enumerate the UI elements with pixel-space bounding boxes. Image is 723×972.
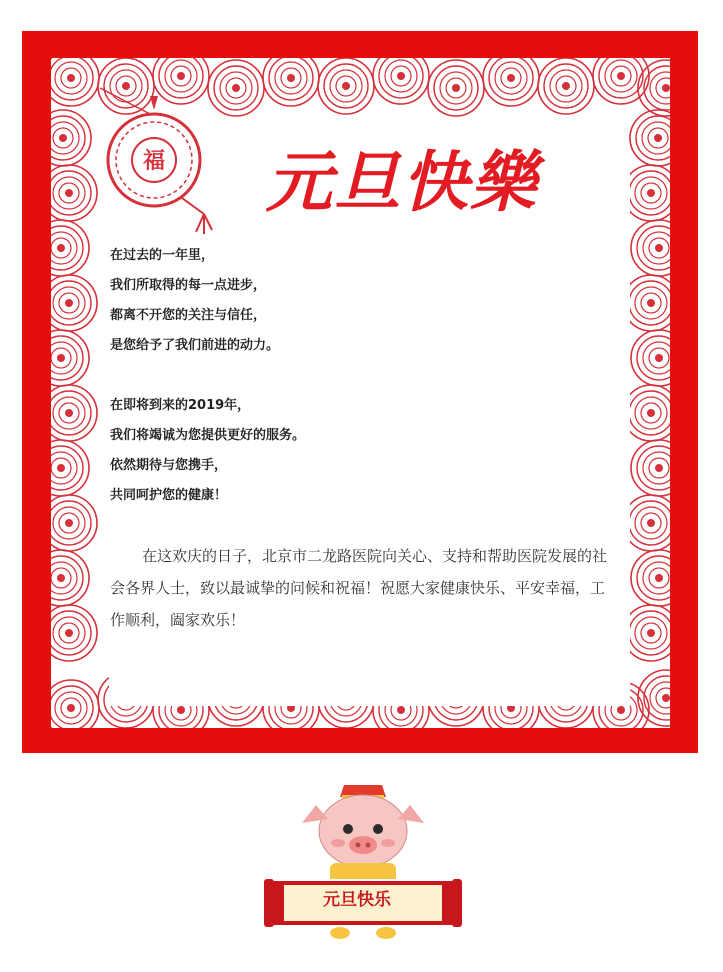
poem-line: 在过去的一年里， (110, 248, 215, 263)
pig-mascot (258, 783, 468, 947)
poem-line: 依然期待与您携手， (110, 458, 228, 473)
fu-lantern-icon (92, 86, 222, 236)
page-title: 元旦快樂 (266, 143, 538, 221)
poem-line: 在即将到来的2019年， (110, 398, 251, 413)
fu-lantern-ornament (92, 86, 222, 240)
poem-line: 都离不开您的关注与信任， (110, 308, 267, 323)
pig-mascot-icon (258, 783, 468, 943)
poem-block-2 (110, 391, 305, 511)
poem-line: 共同呵护您的健康！ (110, 488, 228, 503)
greeting-paragraph (110, 540, 615, 636)
poem-line: 是您给予了我们前进的动力。 (110, 338, 280, 353)
greeting-paragraph-text: 在这欢庆的日子，北京市二龙路医院向关心、支持和帮助医院发展的社会各界人士，致以最诚挚的问候和祝福！祝愿大家健康快乐、平安幸福，工作顺利，阖家欢乐！ (110, 547, 608, 629)
fu-character: 福 (142, 148, 166, 174)
poem-line: 我们所取得的每一点进步， (110, 278, 267, 293)
poem-block-1 (110, 241, 279, 361)
poem-line: 我们将竭诚为您提供更好的服务。 (110, 428, 306, 443)
banner-label: 元旦快乐 (323, 890, 391, 910)
